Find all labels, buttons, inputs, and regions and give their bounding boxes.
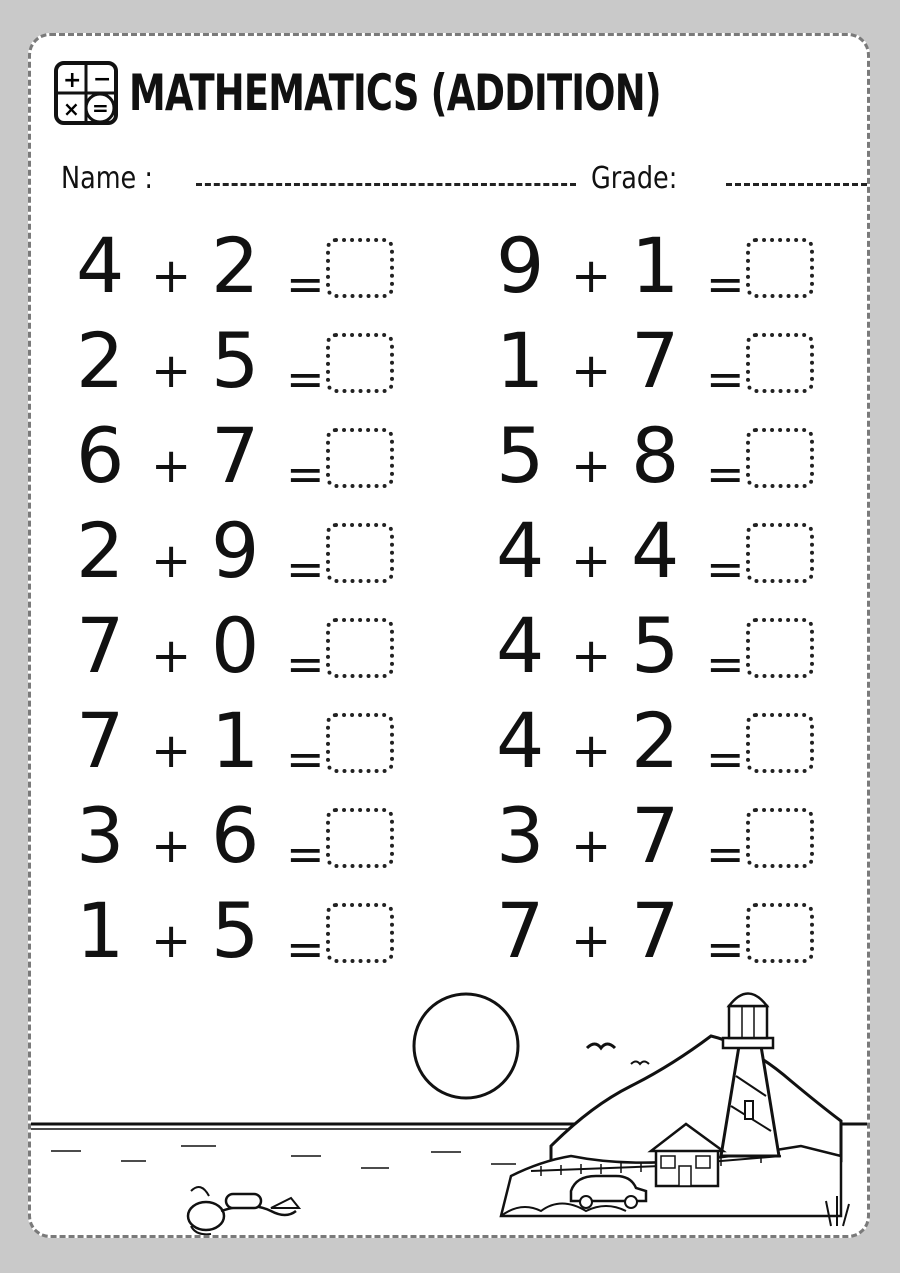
addend-b: 6	[211, 791, 260, 880]
addend-a: 9	[496, 221, 545, 310]
addend-b: 2	[631, 696, 680, 785]
plus-sign: +	[571, 723, 612, 779]
problem-left-2	[71, 316, 431, 416]
answer-box[interactable]	[746, 428, 814, 488]
plus-sign: +	[151, 628, 192, 684]
problems-right-column	[491, 221, 851, 986]
problem-right-5	[491, 601, 851, 701]
name-label: Name :	[61, 161, 153, 196]
addend-b: 8	[631, 411, 680, 500]
addend-a: 7	[496, 886, 545, 975]
plus-sign: +	[151, 343, 192, 399]
equals-sign: =	[706, 257, 745, 311]
answer-box[interactable]	[746, 903, 814, 963]
addend-b: 5	[631, 601, 680, 690]
problem-right-3	[491, 411, 851, 511]
problem-left-4	[71, 506, 431, 606]
plus-sign: +	[151, 438, 192, 494]
equals-sign: =	[706, 447, 745, 501]
plus-sign: +	[571, 913, 612, 969]
answer-box[interactable]	[326, 713, 394, 773]
equals-sign: =	[286, 922, 325, 976]
problem-right-1	[491, 221, 851, 321]
answer-box[interactable]	[746, 808, 814, 868]
answer-box[interactable]	[326, 618, 394, 678]
problem-left-1	[71, 221, 431, 321]
plus-sign: +	[571, 248, 612, 304]
equals-sign: =	[286, 542, 325, 596]
plus-sign: +	[571, 343, 612, 399]
problem-left-7	[71, 791, 431, 891]
equals-sign: =	[286, 447, 325, 501]
addend-b: 9	[211, 506, 260, 595]
problem-right-7	[491, 791, 851, 891]
answer-box[interactable]	[746, 333, 814, 393]
addend-a: 2	[76, 506, 125, 595]
problem-left-3	[71, 411, 431, 511]
equals-sign: =	[706, 922, 745, 976]
bird-icon	[631, 1062, 649, 1065]
answer-box[interactable]	[746, 713, 814, 773]
header	[53, 58, 778, 128]
calculator-icon	[53, 60, 119, 126]
addend-a: 2	[76, 316, 125, 405]
plus-sign: +	[571, 533, 612, 589]
addend-a: 3	[496, 791, 545, 880]
plus-sign: +	[151, 248, 192, 304]
plus-sign: +	[151, 818, 192, 874]
problem-right-6	[491, 696, 851, 796]
addend-b: 5	[211, 886, 260, 975]
page-title: MATHEMATICS (ADDITION)	[129, 64, 661, 122]
addend-b: 2	[211, 221, 260, 310]
answer-box[interactable]	[326, 903, 394, 963]
addend-a: 1	[496, 316, 545, 405]
addend-b: 0	[211, 601, 260, 690]
answer-box[interactable]	[326, 523, 394, 583]
equals-sign: =	[706, 732, 745, 786]
addend-a: 4	[76, 221, 125, 310]
diver-icon	[188, 1187, 299, 1234]
addend-a: 4	[496, 601, 545, 690]
plus-sign: +	[571, 438, 612, 494]
addend-b: 7	[631, 791, 680, 880]
plus-sign: +	[151, 723, 192, 779]
addend-a: 7	[76, 601, 125, 690]
addend-a: 4	[496, 696, 545, 785]
answer-box[interactable]	[326, 808, 394, 868]
addend-a: 4	[496, 506, 545, 595]
problem-right-4	[491, 506, 851, 606]
addend-b: 1	[631, 221, 680, 310]
plus-sign: +	[151, 913, 192, 969]
equals-sign: =	[286, 637, 325, 691]
equals-sign: =	[706, 352, 745, 406]
answer-box[interactable]	[326, 238, 394, 298]
plus-sign: +	[151, 533, 192, 589]
answer-box[interactable]	[326, 428, 394, 488]
equals-sign: =	[286, 352, 325, 406]
answer-box[interactable]	[746, 618, 814, 678]
addend-b: 5	[211, 316, 260, 405]
student-info	[61, 161, 851, 201]
equals-sign: =	[286, 827, 325, 881]
grade-field[interactable]	[726, 183, 870, 186]
problem-left-6	[71, 696, 431, 796]
name-field[interactable]	[196, 183, 576, 186]
equals-sign: =	[706, 542, 745, 596]
addend-a: 6	[76, 411, 125, 500]
problem-right-2	[491, 316, 851, 416]
addend-b: 1	[211, 696, 260, 785]
beach-illustration	[31, 976, 870, 1238]
addend-b: 4	[631, 506, 680, 595]
sun-icon	[414, 994, 518, 1098]
addend-a: 7	[76, 696, 125, 785]
problem-left-5	[71, 601, 431, 701]
answer-box[interactable]	[326, 333, 394, 393]
plus-sign: +	[571, 818, 612, 874]
problem-left-8	[71, 886, 431, 986]
svg-text:=: =	[92, 96, 109, 120]
equals-sign: =	[706, 637, 745, 691]
equals-sign: =	[286, 257, 325, 311]
answer-box[interactable]	[746, 523, 814, 583]
equals-sign: =	[286, 732, 325, 786]
plus-sign: +	[571, 628, 612, 684]
addend-a: 5	[496, 411, 545, 500]
addend-a: 1	[76, 886, 125, 975]
problem-right-8	[491, 886, 851, 986]
svg-text:+: +	[63, 68, 82, 93]
answer-box[interactable]	[746, 238, 814, 298]
addend-a: 3	[76, 791, 125, 880]
worksheet	[28, 33, 870, 1238]
svg-text:×: ×	[63, 97, 80, 121]
bird-icon	[587, 1044, 615, 1048]
addend-b: 7	[631, 886, 680, 975]
addend-b: 7	[211, 411, 260, 500]
grade-label: Grade:	[591, 161, 678, 196]
problems-left-column	[71, 221, 431, 986]
svg-text:−: −	[93, 67, 112, 92]
addend-b: 7	[631, 316, 680, 405]
equals-sign: =	[706, 827, 745, 881]
